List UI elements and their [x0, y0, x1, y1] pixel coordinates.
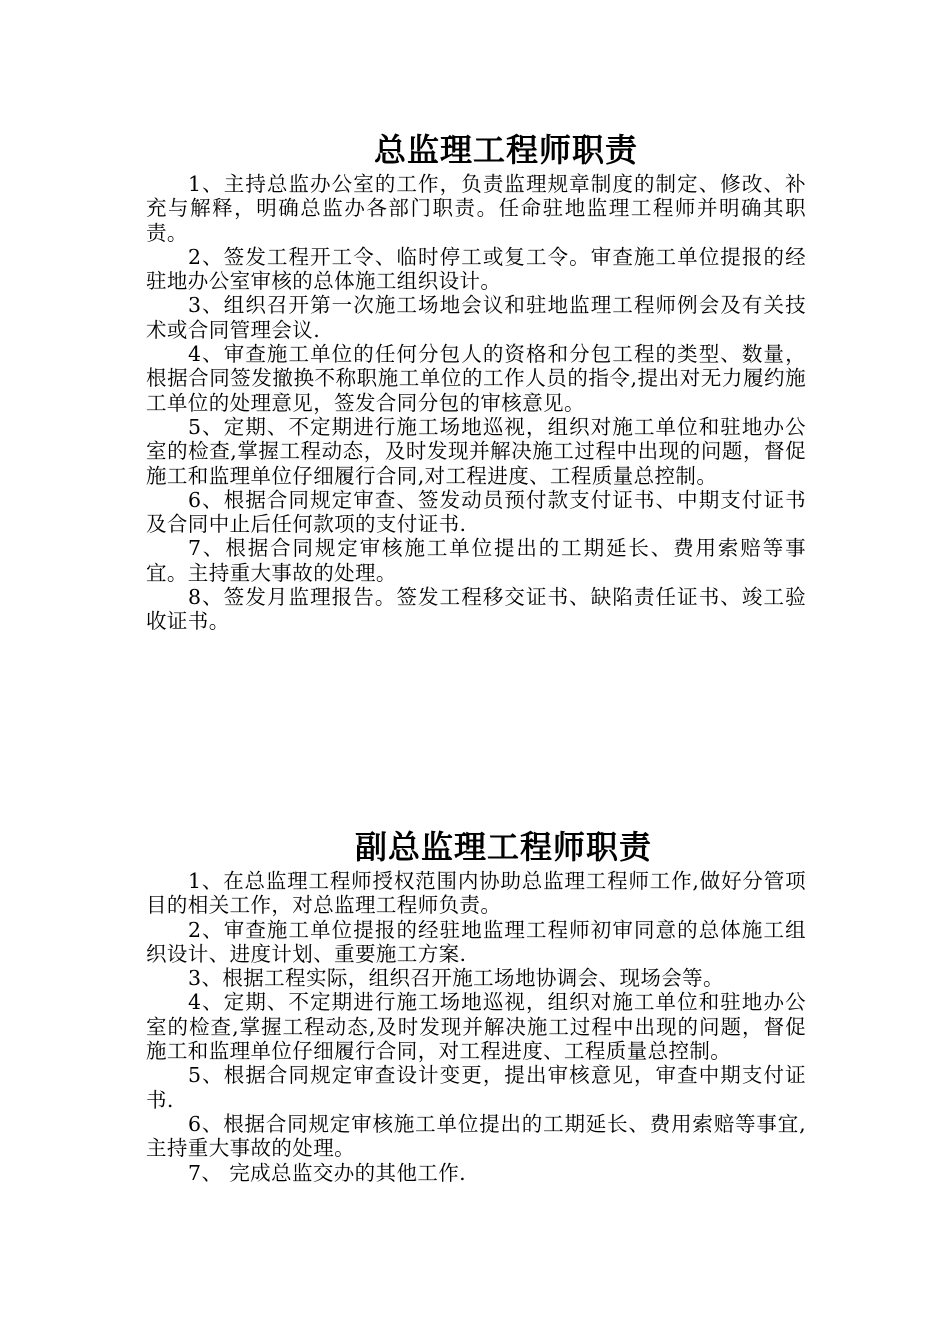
deputy-chief-engineer-duties-section — [146, 825, 806, 1185]
duty-item-7: 7、 完成总监交办的其他工作. — [188, 1160, 467, 1185]
duty-item-1: 1、主持总监办公室的工作，负责监理规章制度的制定、修改、补充与解释，明确总监办各部门职责。任命驻地监理工程师并明确其职责。 — [146, 172, 806, 245]
chief-engineer-duties-section — [146, 128, 806, 634]
duty-item-5: 5、定期、不定期进行施工场地巡视，组织对施工单位和驻地办公室的检查,掌握工程动态，及时发现并解决施工过程中出现的问题，督促施工和监理单位仔细履行合同,对工程进度、工程质量总控制。 — [146, 414, 806, 488]
duty-item-1: 1、在总监理工程师授权范围内协助总监理工程师工作,做好分管项目的相关工作，对总监理工程师负责。 — [146, 869, 806, 918]
duty-item-6: 6、根据合同规定审核施工单位提出的工期延长、费用索赔等事宜,主持重大事故的处理。 — [146, 1111, 806, 1161]
duty-item-4: 4、定期、不定期进行施工场地巡视，组织对施工单位和驻地办公室的检查,掌握工程动态,及时发现并解决施工过程中出现的问题，督促施工和监理单位仔细履行合同，对工程进度、工程质量总控制。 — [146, 990, 806, 1064]
duty-item-3: 3、根据工程实际，组织召开施工场地协调会、现场会等。 — [188, 966, 724, 991]
section-title: 总监理工程师职责 — [373, 131, 638, 169]
duty-item-7: 7、根据合同规定审核施工单位提出的工期延长、费用索赔等事宜。主持重大事故的处理。 — [146, 536, 806, 585]
duty-item-6: 6、根据合同规定审查、签发动员预付款支付证书、中期支付证书及合同中止后任何款项的支付证书. — [146, 487, 806, 537]
section-title: 副总监理工程师职责 — [354, 828, 652, 866]
duty-item-4: 4、审查施工单位的任何分包人的资格和分包工程的类型、数量，根据合同签发撤换不称职施工单位的工作人员的指令,提出对无力履约施工单位的处理意见，签发合同分包的审核意见。 — [146, 342, 806, 415]
duty-item-2: 2、签发工程开工令、临时停工或复工令。审查施工单位提报的经驻地办公室审核的总体施工组织设计。 — [146, 244, 806, 294]
duty-item-8: 8、签发月监理报告。签发工程移交证书、缺陷责任证书、竣工验收证书。 — [146, 585, 806, 634]
duty-item-3: 3、组织召开第一次施工场地会议和驻地监理工程师例会及有关技术或合同管理会议. — [146, 293, 806, 342]
duty-item-2: 2、审查施工单位提报的经驻地监理工程师初审同意的总体施工组织设计、进度计划、重要施工方案. — [146, 917, 806, 966]
duty-item-5: 5、根据合同规定审查设计变更，提出审核意见，审查中期支付证书. — [146, 1063, 806, 1112]
